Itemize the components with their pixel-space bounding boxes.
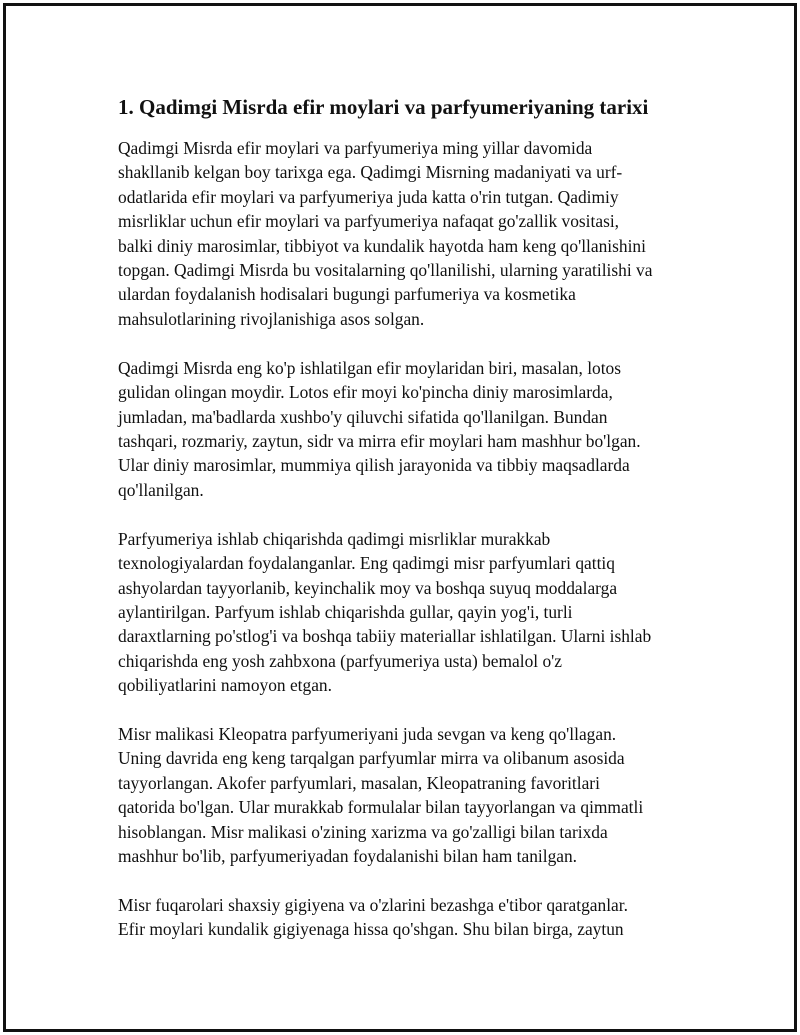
text-line: shakllanib kelgan boy tarixga ega. Qadimgi Misrning madaniyati va urf-	[118, 162, 623, 183]
text-line: qatorida bo'lgan. Ular murakkab formulalar bilan tayyorlangan va qimmatli	[118, 797, 644, 818]
text-line: daraxtlarning po'stlog'i va boshqa tabiiy materiallar ishlatilgan. Ularni ishlab	[118, 626, 652, 647]
text-line: Misr fuqarolari shaxsiy gigiyena va o'zlarini bezashga e'tibor qaratganlar.	[118, 894, 628, 915]
text-line: mahsulotlarining rivojlanishiga asos solgan.	[118, 308, 425, 329]
text-line: Misr malikasi Kleopatra parfyumeriyani juda sevgan va keng qo'llagan.	[118, 724, 617, 745]
paragraph-3	[118, 527, 678, 698]
text-line: tayyorlangan. Akofer parfyumlari, masalan, Kleopatraning favoritlari	[118, 772, 600, 793]
document-body	[118, 92, 678, 966]
text-line: aylantirilgan. Parfyum ishlab chiqarishda gullar, qayin yog'i, turli	[118, 601, 573, 622]
paragraph-5	[118, 893, 678, 942]
text-line: Uning davrida eng keng tarqalgan parfyumlar mirra va olibanum asosida	[118, 748, 625, 769]
text-line: balki diniy marosimlar, tibbiyot va kundalik hayotda ham keng qo'llanishini	[118, 235, 646, 256]
text-line: qobiliyatlarini namoyon etgan.	[118, 675, 332, 696]
text-line: Efir moylari kundalik gigiyenaga hissa qo'shgan. Shu bilan birga, zaytun	[118, 919, 624, 940]
text-line: jumladan, ma'badlarda xushbo'y qiluvchi sifatida qo'llanilgan. Bundan	[118, 406, 608, 427]
text-line: Qadimgi Misrda efir moylari va parfyumeriya ming yillar davomida	[118, 138, 593, 158]
paragraph-2	[118, 356, 678, 502]
paragraph-1	[118, 136, 678, 331]
text-line: odatlarida efir moylari va parfyumeriya juda katta o'rin tutgan. Qadimiy	[118, 186, 619, 207]
text-line: Parfyumeriya ishlab chiqarishda qadimgi misrliklar murakkab	[118, 528, 551, 549]
section-heading: 1. Qadimgi Misrda efir moylari va parfyumeriyaning tarixi	[118, 95, 649, 119]
text-line: gulidan olingan moydir. Lotos efir moyi ko'pincha diniy marosimlarda,	[118, 382, 613, 403]
text-line: Ular diniy marosimlar, mummiya qilish jarayonida va tibbiy maqsadlarda	[118, 455, 630, 476]
text-line: Qadimgi Misrda eng ko'p ishlatilgan efir moylaridan biri, masalan, lotos	[118, 357, 622, 378]
text-line: ashyolardan tayyorlanib, keyinchalik moy va boshqa suyuq moddalarga	[118, 577, 618, 598]
text-line: tashqari, rozmariy, zaytun, sidr va mirra efir moylari ham mashhur bo'lgan.	[118, 430, 641, 451]
text-line: misrliklar uchun efir moylari va parfyumeriya nafaqat go'zallik vositasi,	[118, 211, 620, 232]
text-line: mashhur bo'lib, parfyumeriyadan foydalanishi bilan ham tanilgan.	[118, 846, 578, 867]
text-line: chiqarishda eng yosh zahbxona (parfyumeriya usta) bemalol o'z	[118, 650, 563, 671]
text-line: qo'llanilgan.	[118, 479, 204, 500]
text-line: texnologiyalardan foydalanganlar. Eng qadimgi misr parfyumlari qattiq	[118, 553, 615, 574]
text-line: ulardan foydalanish hodisalari bugungi parfumeriya va kosmetika	[118, 284, 576, 305]
text-line: topgan. Qadimgi Misrda bu vositalarning qo'llanilishi, ularning yaratilishi va	[118, 260, 653, 281]
paragraph-4	[118, 722, 678, 868]
text-line: hisoblangan. Misr malikasi o'zining xarizma va go'zalligi bilan tarixda	[118, 821, 608, 842]
